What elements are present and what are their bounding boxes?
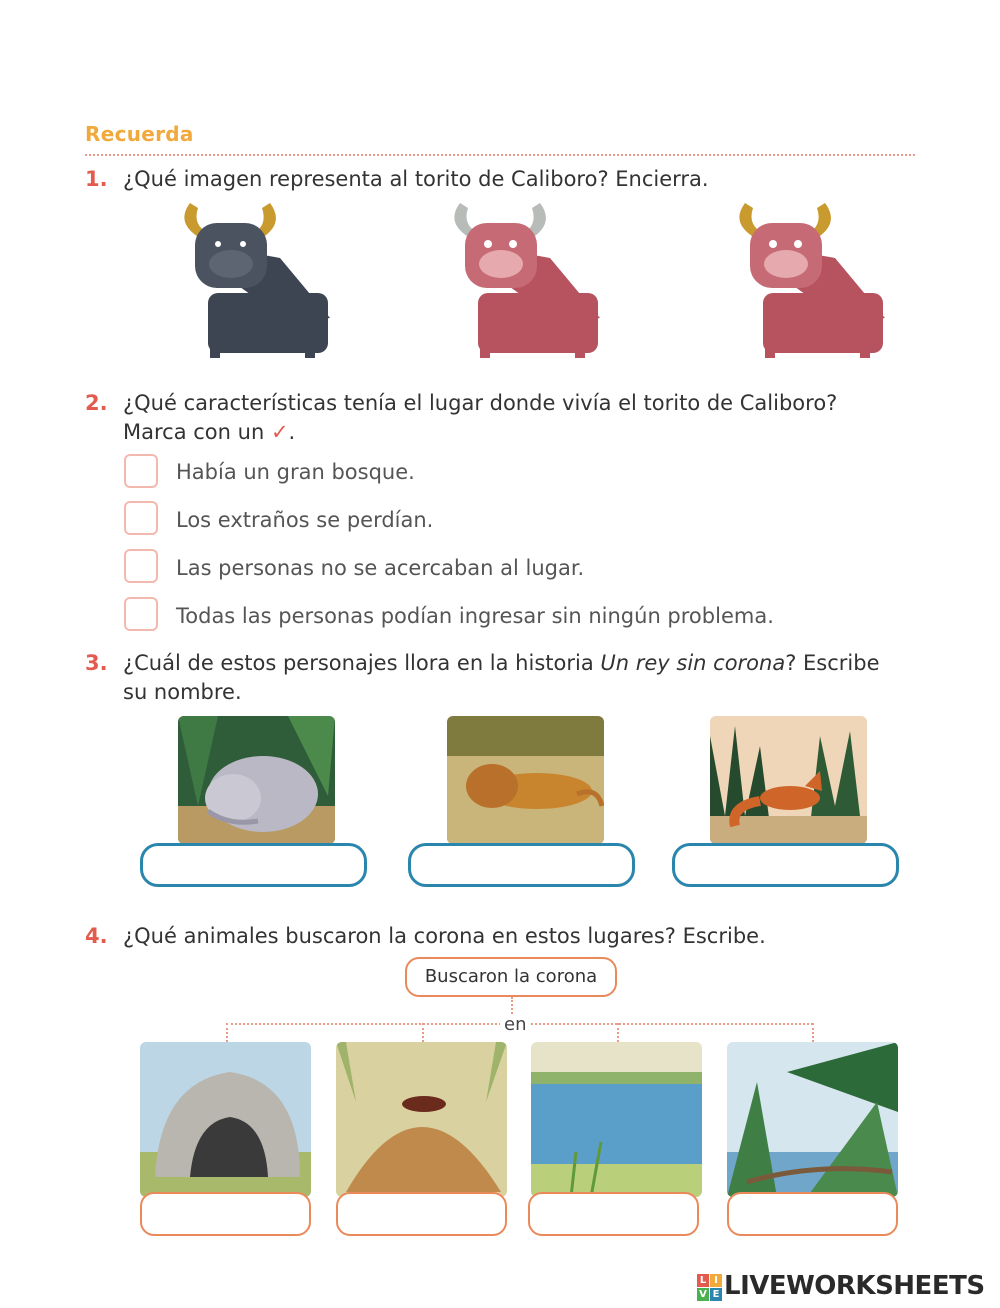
question-2-instruction xyxy=(123,418,295,447)
bull-pink-gold-horns-icon[interactable] xyxy=(725,198,890,363)
answer-lion-input[interactable] xyxy=(408,843,635,887)
section-title: Recuerda xyxy=(85,122,194,146)
question-1-text: ¿Qué imagen representa al torito de Caliboro? Encierra. xyxy=(123,167,709,191)
logo-letter-l: L xyxy=(697,1274,709,1287)
logo-letter-v: V xyxy=(697,1288,709,1301)
option-1-checkbox[interactable] xyxy=(124,454,158,488)
cave-icon xyxy=(140,1042,311,1197)
logo-letter-i: I xyxy=(710,1274,722,1287)
answer-cave-input[interactable] xyxy=(140,1192,311,1236)
question-2-instruction-text: Marca con un xyxy=(123,420,265,444)
question-2-period: . xyxy=(288,420,296,444)
logo-letter-e: E xyxy=(710,1288,722,1301)
lion-icon xyxy=(447,716,604,844)
question-1-number: 1. xyxy=(85,167,108,191)
answer-elephant-input[interactable] xyxy=(140,843,367,887)
fox-icon xyxy=(710,716,867,844)
brand-name: LIVEWORKSHEETS xyxy=(724,1271,985,1301)
option-4-checkbox[interactable] xyxy=(124,597,158,631)
connector-branch-4 xyxy=(812,1023,814,1042)
answer-anthill-input[interactable] xyxy=(336,1192,507,1236)
question-3-text-end: ? Escribe xyxy=(785,651,880,675)
question-2-number: 2. xyxy=(85,391,108,415)
answer-fox-input[interactable] xyxy=(672,843,899,887)
liveworksheets-logo-icon xyxy=(697,1274,721,1301)
option-4-label: Todas las personas podían ingresar sin ningún problema. xyxy=(176,604,774,628)
question-3-text xyxy=(123,649,880,678)
answer-lake-input[interactable] xyxy=(528,1192,699,1236)
connector-label: en xyxy=(500,1014,530,1035)
option-3-label: Las personas no se acercaban al lugar. xyxy=(176,556,585,580)
anthill-icon xyxy=(336,1042,507,1197)
lake-icon xyxy=(531,1042,702,1197)
option-2-checkbox[interactable] xyxy=(124,501,158,535)
story-title: Un rey sin corona xyxy=(600,651,786,675)
buscaron-la-corona-label: Buscaron la corona xyxy=(405,957,617,997)
connector-branch-3 xyxy=(617,1023,619,1042)
connector-branch-2 xyxy=(422,1023,424,1042)
bull-dark-icon[interactable] xyxy=(170,198,335,363)
question-3-number: 3. xyxy=(85,651,108,675)
option-2-label: Los extraños se perdían. xyxy=(176,508,434,532)
connector-branch-1 xyxy=(226,1023,228,1042)
option-1-label: Había un gran bosque. xyxy=(176,460,415,484)
question-2-text: ¿Qué características tenía el lugar donde vivía el torito de Caliboro? xyxy=(123,391,838,415)
question-3-text-start: ¿Cuál de estos personajes llora en la historia xyxy=(123,651,601,675)
jungle-icon xyxy=(727,1042,898,1197)
answer-jungle-input[interactable] xyxy=(727,1192,898,1236)
bull-pink-silver-horns-icon[interactable] xyxy=(440,198,605,363)
elephant-icon xyxy=(178,716,335,844)
option-3-checkbox[interactable] xyxy=(124,549,158,583)
check-mark-icon: ✓ xyxy=(270,420,289,444)
question-4-number: 4. xyxy=(85,924,108,948)
question-3-text-line2: su nombre. xyxy=(123,680,242,704)
question-4-text: ¿Qué animales buscaron la corona en estos lugares? Escribe. xyxy=(123,924,766,948)
section-divider xyxy=(85,154,915,156)
